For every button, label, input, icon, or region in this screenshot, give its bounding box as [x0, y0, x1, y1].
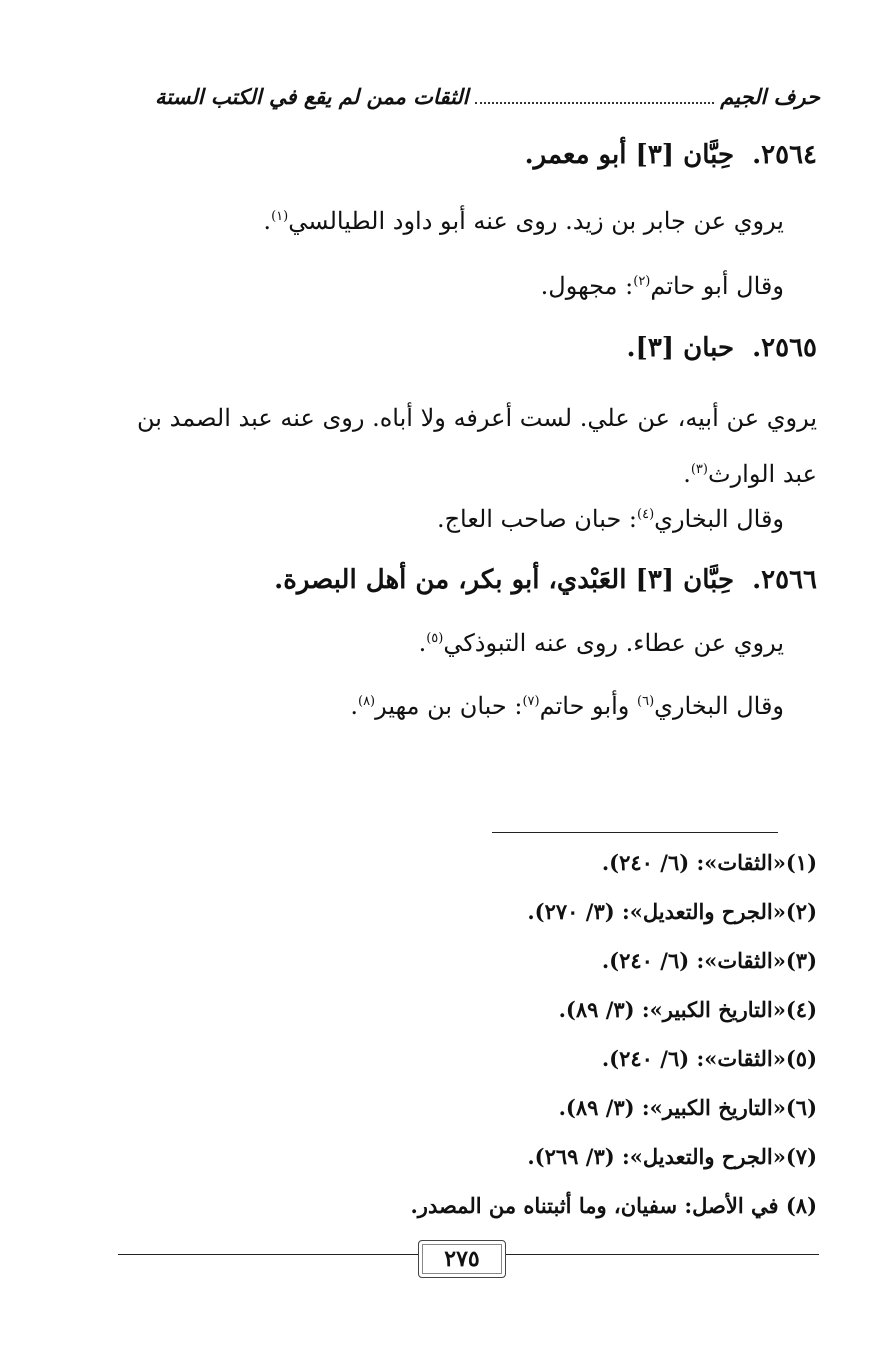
footnote-ref: (١) — [271, 209, 289, 224]
footnote-ref: (٤) — [637, 507, 655, 522]
entry-text-line — [419, 627, 784, 661]
entry-number: ٢٥٦٦. — [752, 565, 817, 595]
entry-text-line — [137, 390, 817, 502]
footnote-ref: (٢) — [633, 274, 651, 289]
entry-title: حِبَّان [٣] العَبْدي، أبو بكر، من أهل البصرة. — [274, 565, 735, 595]
line-text: وقال البخاري — [654, 692, 784, 720]
line-text: : حبان بن مهير — [375, 692, 523, 720]
entry-heading — [626, 333, 817, 363]
footnote: (٥)«الثقات»: (٦/ ٢٤٠). — [601, 1046, 817, 1071]
line-text: وقال أبو حاتم — [650, 272, 784, 300]
line-text: يروي عن أبيه، عن علي. لست أعرفه ولا أباه. روى عنه عبد الصمد بن عبد الوارث — [137, 404, 817, 488]
line-end: : مجهول. — [540, 272, 634, 300]
footnote-ref: (٧) — [522, 694, 540, 709]
footnote: (٦)«التاريخ الكبير»: (٣/ ٨٩). — [558, 1095, 817, 1120]
line-end: . — [418, 629, 427, 657]
line-end: : حبان صاحب العاج. — [436, 505, 638, 533]
footnote-ref: (٥) — [426, 631, 444, 646]
footnote: (١)«الثقات»: (٦/ ٢٤٠). — [601, 850, 817, 875]
entry-heading — [274, 565, 817, 595]
line-text: وقال البخاري — [654, 505, 784, 533]
entry-title: حِبَّان [٣] أبو معمر. — [524, 140, 735, 170]
entry-number: ٢٥٦٥. — [752, 333, 817, 363]
running-header — [155, 84, 820, 110]
book-title: الثقات ممن لم يقع في الكتب الستة — [155, 84, 469, 109]
line-end: . — [683, 460, 691, 488]
entry-text-line — [541, 270, 784, 304]
line-text: وأبو حاتم — [539, 692, 638, 720]
entry-number: ٢٥٦٤. — [752, 140, 817, 170]
header-dot-leader — [475, 102, 715, 104]
footnote-ref: (٦) — [637, 694, 655, 709]
footnote: (٢)«الجرح والتعديل»: (٣/ ٢٧٠). — [527, 899, 817, 924]
footnote-ref: (٣) — [690, 462, 708, 477]
entry-text-line — [350, 690, 784, 724]
footnote-ref: (٨) — [357, 694, 376, 709]
footnote: (٨) في الأصل: سفيان، وما أثبتناه من المصدر. — [410, 1193, 817, 1218]
footnote: (٣)«الثقات»: (٦/ ٢٤٠). — [601, 948, 817, 973]
entry-title: حبان [٣]. — [626, 333, 735, 363]
footnote-separator — [492, 832, 778, 833]
line-end: . — [350, 692, 358, 720]
footnote: (٧)«الجرح والتعديل»: (٣/ ٢٦٩). — [527, 1144, 817, 1169]
line-text: يروي عن جابر بن زيد. روى عنه أبو داود الطيالسي — [288, 207, 784, 235]
line-end: . — [263, 207, 272, 235]
entry-text-line — [437, 503, 784, 537]
entry-text-line — [263, 205, 784, 239]
chapter-title: حرف الجيم — [720, 84, 820, 109]
page-number: ٢٧٥ — [418, 1240, 506, 1278]
footnote: (٤)«التاريخ الكبير»: (٣/ ٨٩). — [558, 997, 817, 1022]
entry-heading — [525, 140, 817, 170]
line-text: يروي عن عطاء. روى عنه التبوذكي — [443, 629, 784, 657]
